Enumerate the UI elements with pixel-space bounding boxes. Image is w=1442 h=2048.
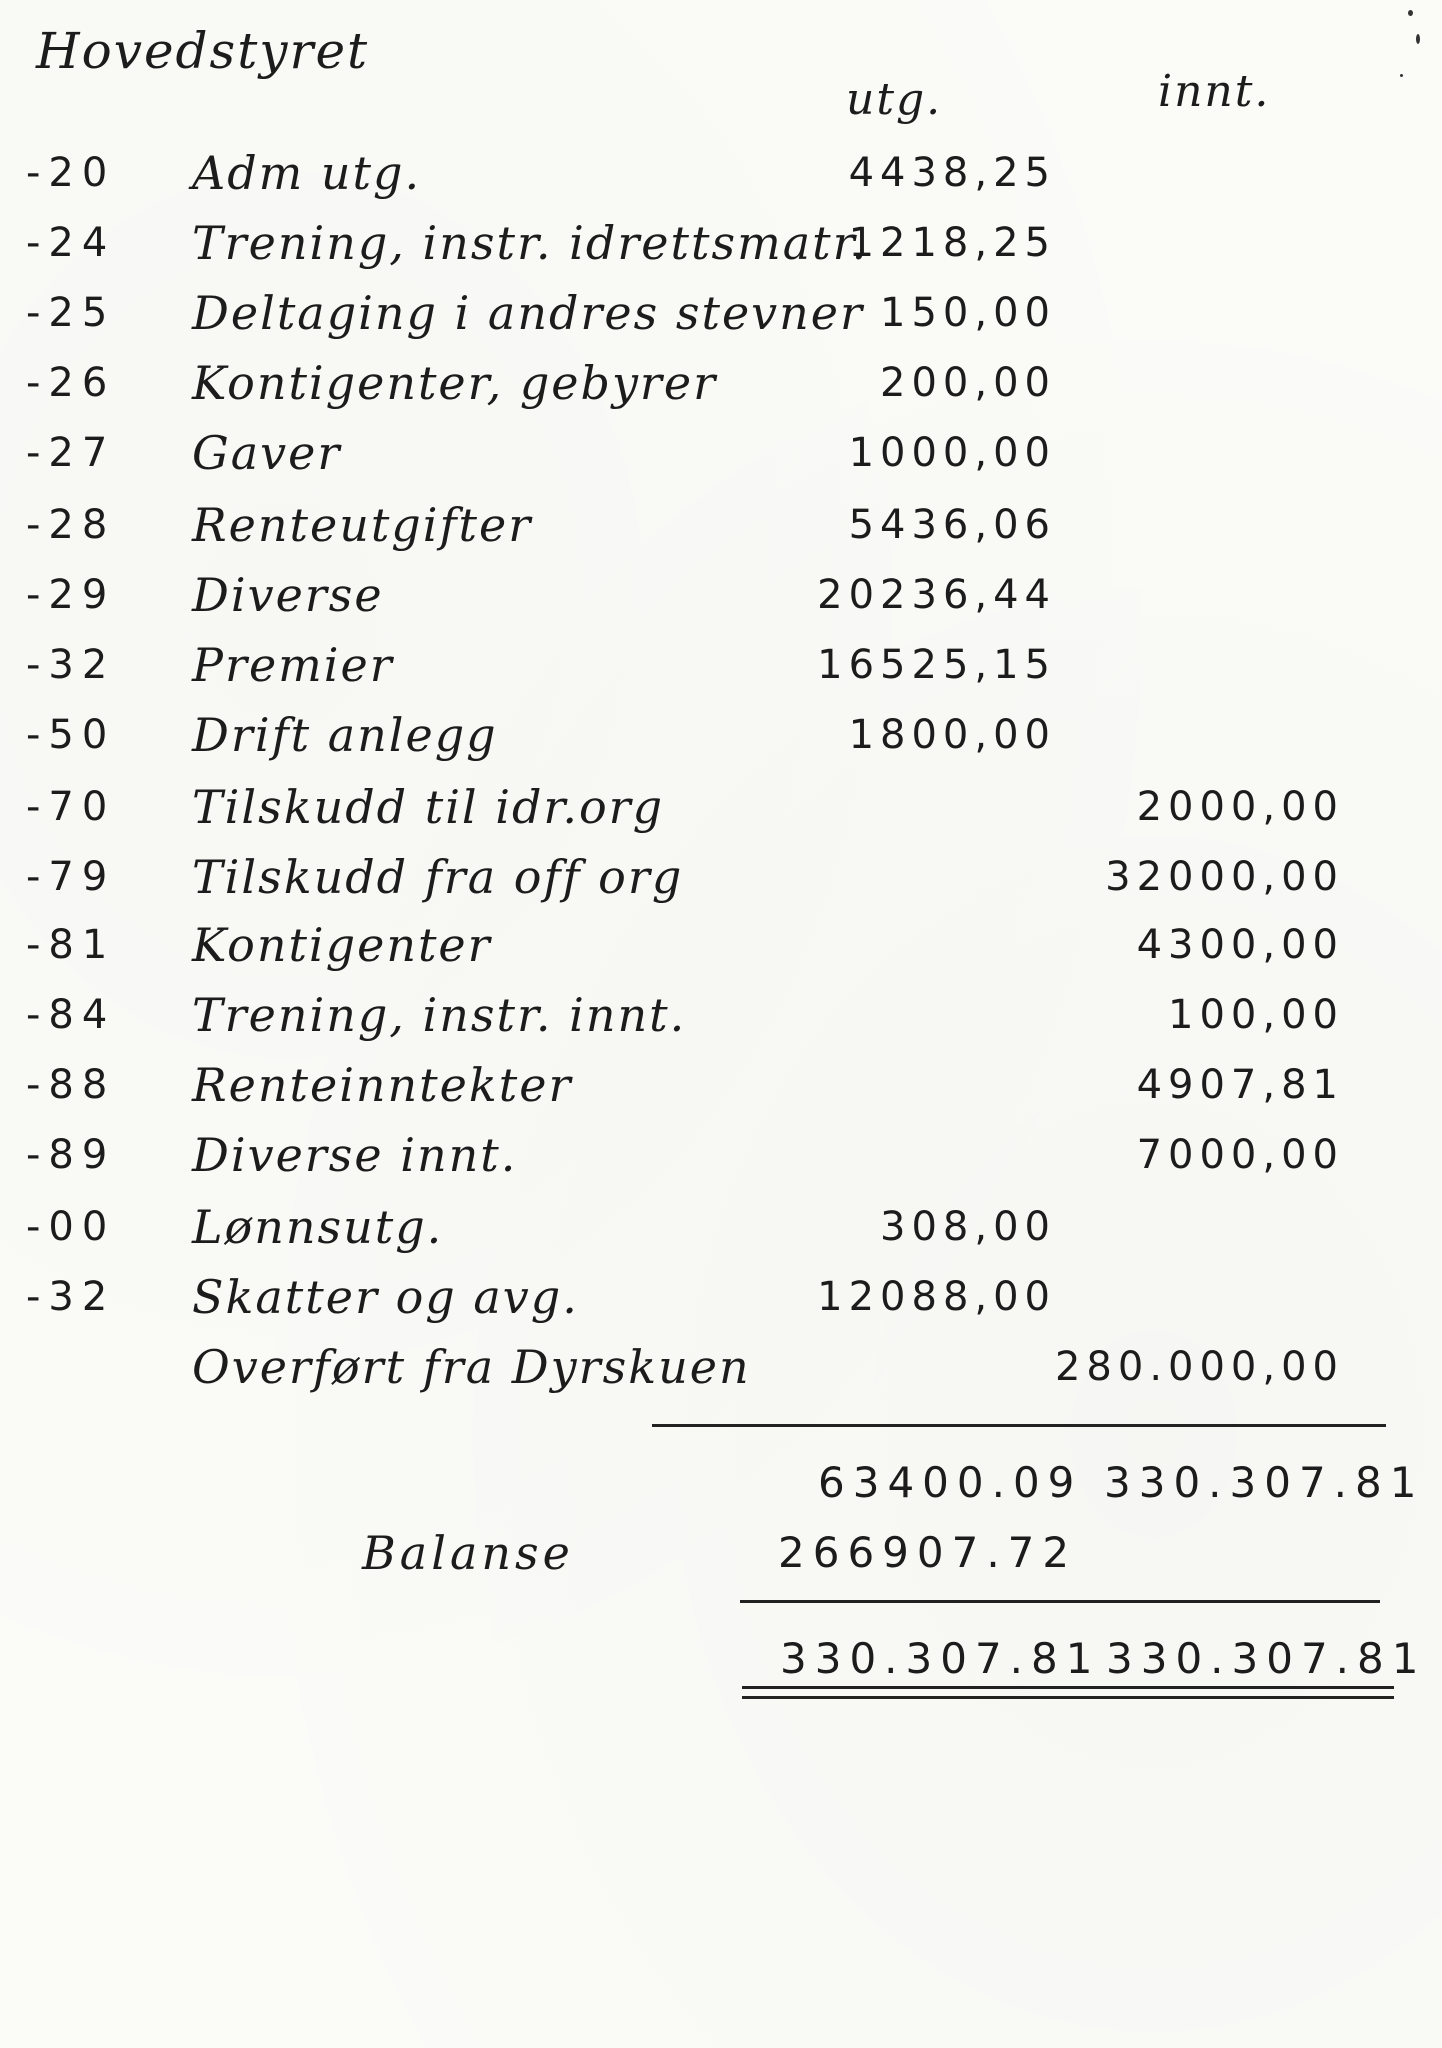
ledger-row [0, 350, 1442, 420]
account-description: Overført fra Dyrskuen [192, 1340, 751, 1394]
account-description: Adm utg. [192, 146, 422, 200]
expense-amount: 5436,06 [848, 502, 1056, 548]
income-amount: 4907,81 [1136, 1062, 1344, 1108]
account-code: -27 [26, 430, 116, 476]
ledger-row [0, 1264, 1442, 1334]
expense-amount: 16525,15 [817, 642, 1056, 688]
income-amount: 2000,00 [1136, 784, 1344, 830]
account-code: -25 [26, 290, 116, 336]
account-description: Drift anlegg [192, 708, 498, 762]
account-description: Diverse [192, 568, 384, 622]
expense-amount: 1218,25 [848, 220, 1056, 266]
income-amount: 4300,00 [1136, 922, 1344, 968]
account-code: -24 [26, 220, 116, 266]
column-header-innt: innt. [1158, 66, 1271, 117]
ledger-row [0, 140, 1442, 210]
account-code: -84 [26, 992, 116, 1038]
ledger-row [0, 774, 1442, 844]
account-code: -81 [26, 922, 116, 968]
account-code: -50 [26, 712, 116, 758]
account-description: Diverse innt. [192, 1128, 518, 1182]
account-code: -89 [26, 1132, 116, 1178]
income-amount: 280.000,00 [1054, 1344, 1344, 1390]
account-description: Renteinntekter [192, 1058, 573, 1112]
balance-label: Balanse [362, 1526, 574, 1580]
ledger-row [0, 912, 1442, 982]
account-description: Premier [192, 638, 394, 692]
account-code: -20 [26, 150, 116, 196]
account-code: -32 [26, 642, 116, 688]
balance-value: 266907.72 [778, 1528, 1078, 1577]
account-description: Kontigenter [192, 918, 492, 972]
account-code: -32 [26, 1274, 116, 1320]
account-code: -70 [26, 784, 116, 830]
ledger-row [0, 702, 1442, 772]
account-description: Gaver [192, 426, 342, 480]
column-header-utg: utg. [846, 74, 943, 125]
ledger-row [0, 492, 1442, 562]
paper-speck [1408, 10, 1413, 16]
ledger-row [0, 982, 1442, 1052]
ledger-row [0, 210, 1442, 280]
account-description: Trening, instr. idrettsmatr. [192, 216, 869, 270]
ledger-row [0, 420, 1442, 490]
account-description: Kontigenter, gebyrer [192, 356, 718, 410]
total-rule [740, 1600, 1380, 1603]
paper-speck [1416, 34, 1420, 44]
income-amount: 32000,00 [1105, 854, 1344, 900]
sum-income: 330.307.81 [1104, 1458, 1425, 1507]
ledger-row [0, 632, 1442, 702]
expense-amount: 4438,25 [848, 150, 1056, 196]
subtotal-rule [652, 1424, 1386, 1427]
ledger-row [0, 562, 1442, 632]
account-description: Trening, instr. innt. [192, 988, 687, 1042]
income-amount: 7000,00 [1136, 1132, 1344, 1178]
income-amount: 100,00 [1168, 992, 1344, 1038]
account-code: -00 [26, 1204, 116, 1250]
account-description: Lønnsutg. [192, 1200, 444, 1254]
ledger-row [0, 280, 1442, 350]
account-description: Renteutgifter [192, 498, 533, 552]
account-description: Tilskudd til idr.org [192, 780, 665, 834]
expense-amount: 1000,00 [848, 430, 1056, 476]
expense-amount: 150,00 [880, 290, 1056, 336]
account-description: Skatter og avg. [192, 1270, 579, 1324]
paper-speck [1400, 74, 1403, 77]
expense-amount: 12088,00 [817, 1274, 1056, 1320]
ledger-row [0, 844, 1442, 914]
ledger-row [0, 1122, 1442, 1192]
expense-amount: 308,00 [880, 1204, 1056, 1250]
expense-amount: 20236,44 [817, 572, 1056, 618]
total-expenses: 330.307.81 [780, 1634, 1101, 1683]
ledger-row [0, 1194, 1442, 1264]
expense-amount: 200,00 [880, 360, 1056, 406]
account-code: -79 [26, 854, 116, 900]
account-code: -26 [26, 360, 116, 406]
account-code: -29 [26, 572, 116, 618]
account-description: Tilskudd fra off org [192, 850, 684, 904]
expense-amount: 1800,00 [848, 712, 1056, 758]
page-title: Hovedstyret [36, 22, 370, 80]
account-description: Deltaging i andres stevner [192, 286, 864, 340]
ledger-row [0, 1052, 1442, 1122]
double-underline-top [742, 1686, 1394, 1689]
sum-expenses: 63400.09 [818, 1458, 1083, 1507]
total-income: 330.307.81 [1106, 1634, 1427, 1683]
account-code: -28 [26, 502, 116, 548]
account-code: -88 [26, 1062, 116, 1108]
double-underline-bottom [742, 1696, 1394, 1699]
ledger-row [0, 1334, 1442, 1404]
